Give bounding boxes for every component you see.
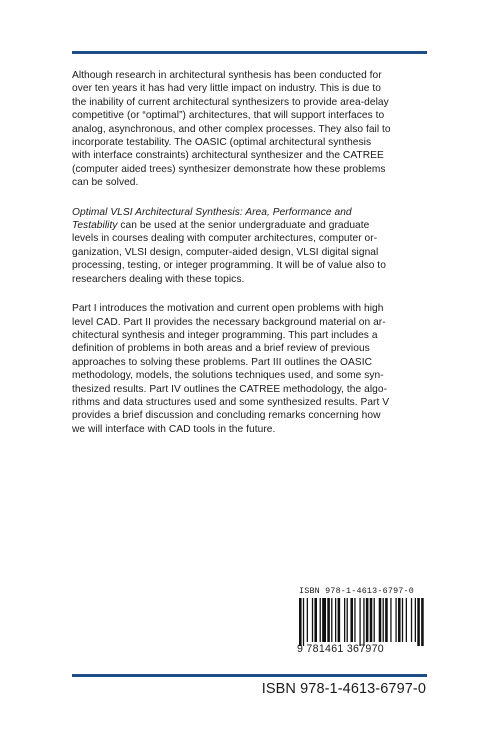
text-line: Although research in architectural synthesis has been conducted for bbox=[72, 70, 382, 81]
barcode-bar bbox=[366, 598, 369, 642]
barcode-bar bbox=[322, 598, 326, 642]
top-rule bbox=[72, 51, 427, 54]
text-line: rithms and data structures used and some synthesized results. Part V bbox=[72, 396, 390, 408]
book-title-line: Optimal VLSI Architectural Synthesis: Area, Performance and bbox=[72, 206, 352, 218]
text-line: thesized results. Part IV outlines the CATREE methodology, the algo- bbox=[72, 383, 388, 395]
text-line: over ten years it has had very little impact on industry. This is due to bbox=[72, 83, 381, 95]
barcode-bar bbox=[331, 598, 332, 642]
barcode-bar bbox=[383, 598, 384, 642]
barcode-bar bbox=[411, 598, 412, 642]
text-line: researchers dealing with these topics. bbox=[72, 273, 245, 285]
paragraph-3 bbox=[72, 302, 428, 436]
barcode-bar bbox=[374, 598, 375, 642]
barcode-bar bbox=[327, 598, 330, 642]
text-line: (computer aided trees) synthesizer demonstrate how these problems bbox=[72, 163, 386, 175]
text-line: definition of problems in both areas and a brief review of previous bbox=[72, 343, 370, 355]
paragraph-2 bbox=[72, 206, 428, 286]
text-line: level CAD. Part II provides the necessary background material on ar- bbox=[72, 316, 386, 328]
barcode-bar bbox=[406, 598, 407, 642]
barcode-bar bbox=[359, 598, 360, 646]
footer-isbn: ISBN 978-1-4613-6797-0 bbox=[261, 681, 426, 697]
bottom-rule bbox=[72, 674, 427, 677]
barcode-bar bbox=[385, 598, 388, 642]
barcode-isbn-label: ISBN 978-1-4613-6797-0 bbox=[299, 586, 414, 596]
barcode-bar bbox=[347, 598, 348, 642]
barcode-bar bbox=[335, 598, 336, 642]
barcode-bar bbox=[417, 598, 420, 646]
book-title-end: Testability bbox=[72, 220, 118, 232]
barcode-bar bbox=[354, 598, 355, 642]
barcode-bar bbox=[395, 598, 396, 642]
text-line: chitectural synthesis and integer programming. This part includes a bbox=[72, 329, 378, 341]
barcode-bar bbox=[402, 598, 403, 642]
text-line: levels in courses dealing with computer architectures, computer or- bbox=[72, 233, 378, 245]
barcode-bar bbox=[390, 598, 391, 642]
barcode-bar bbox=[303, 598, 304, 646]
barcode-bar bbox=[370, 598, 373, 642]
text-line: ganization, VLSI design, computer-aided design, VLSI digital signal bbox=[72, 246, 379, 258]
barcode-bar bbox=[338, 598, 341, 642]
text-line: analog, asynchronous, and other complex processes. They also fail to bbox=[72, 123, 391, 135]
back-cover-blurb bbox=[72, 69, 428, 452]
isbn-barcode-box bbox=[297, 586, 426, 659]
barcode-bar bbox=[350, 598, 353, 642]
text-line: we will interface with CAD tools in the future. bbox=[72, 423, 276, 435]
text-line: Part I introduces the motivation and current open problems with high bbox=[72, 303, 384, 315]
text-line bbox=[72, 219, 428, 232]
text-line: approaches to solving these problems. Part III outlines the OASIC bbox=[72, 356, 372, 368]
text-line: methodology, models, the solutions techniques used, and some syn- bbox=[72, 370, 384, 382]
barcode-bar bbox=[312, 598, 313, 642]
text-line: with interface constraints) architectural synthesizer and the CATREE bbox=[72, 150, 384, 162]
barcode-bar bbox=[415, 598, 416, 642]
barcode-bar bbox=[363, 598, 364, 646]
text-line: can be solved. bbox=[72, 177, 139, 189]
barcode-bar bbox=[314, 598, 317, 642]
text-line: the inability of current architectural synthesizers to provide area-delay bbox=[72, 96, 389, 108]
barcode-bar bbox=[421, 598, 424, 646]
text-line: provides a brief discussion and concluding remarks concerning how bbox=[72, 410, 381, 422]
barcode-bar bbox=[398, 598, 401, 642]
barcode-bar bbox=[344, 598, 345, 642]
text-line: incorporate testability. The OASIC (optimal architectural synthesis bbox=[72, 137, 372, 149]
text-line: competitive (or “optimal”) architectures, that will support interfaces to bbox=[72, 110, 385, 122]
barcode-bar bbox=[320, 598, 321, 642]
text-fragment: can be used at the senior undergraduate and graduate bbox=[117, 220, 370, 232]
barcode-icon bbox=[299, 598, 425, 646]
paragraph-1 bbox=[72, 69, 428, 190]
text-line: processing, testing, or integer programming. It will be of value also to bbox=[72, 260, 386, 272]
barcode-bar bbox=[299, 598, 302, 646]
barcode-bar bbox=[379, 598, 382, 642]
barcode-bar bbox=[307, 598, 308, 642]
barcode-digits: 9 781461 367970 bbox=[297, 643, 384, 655]
